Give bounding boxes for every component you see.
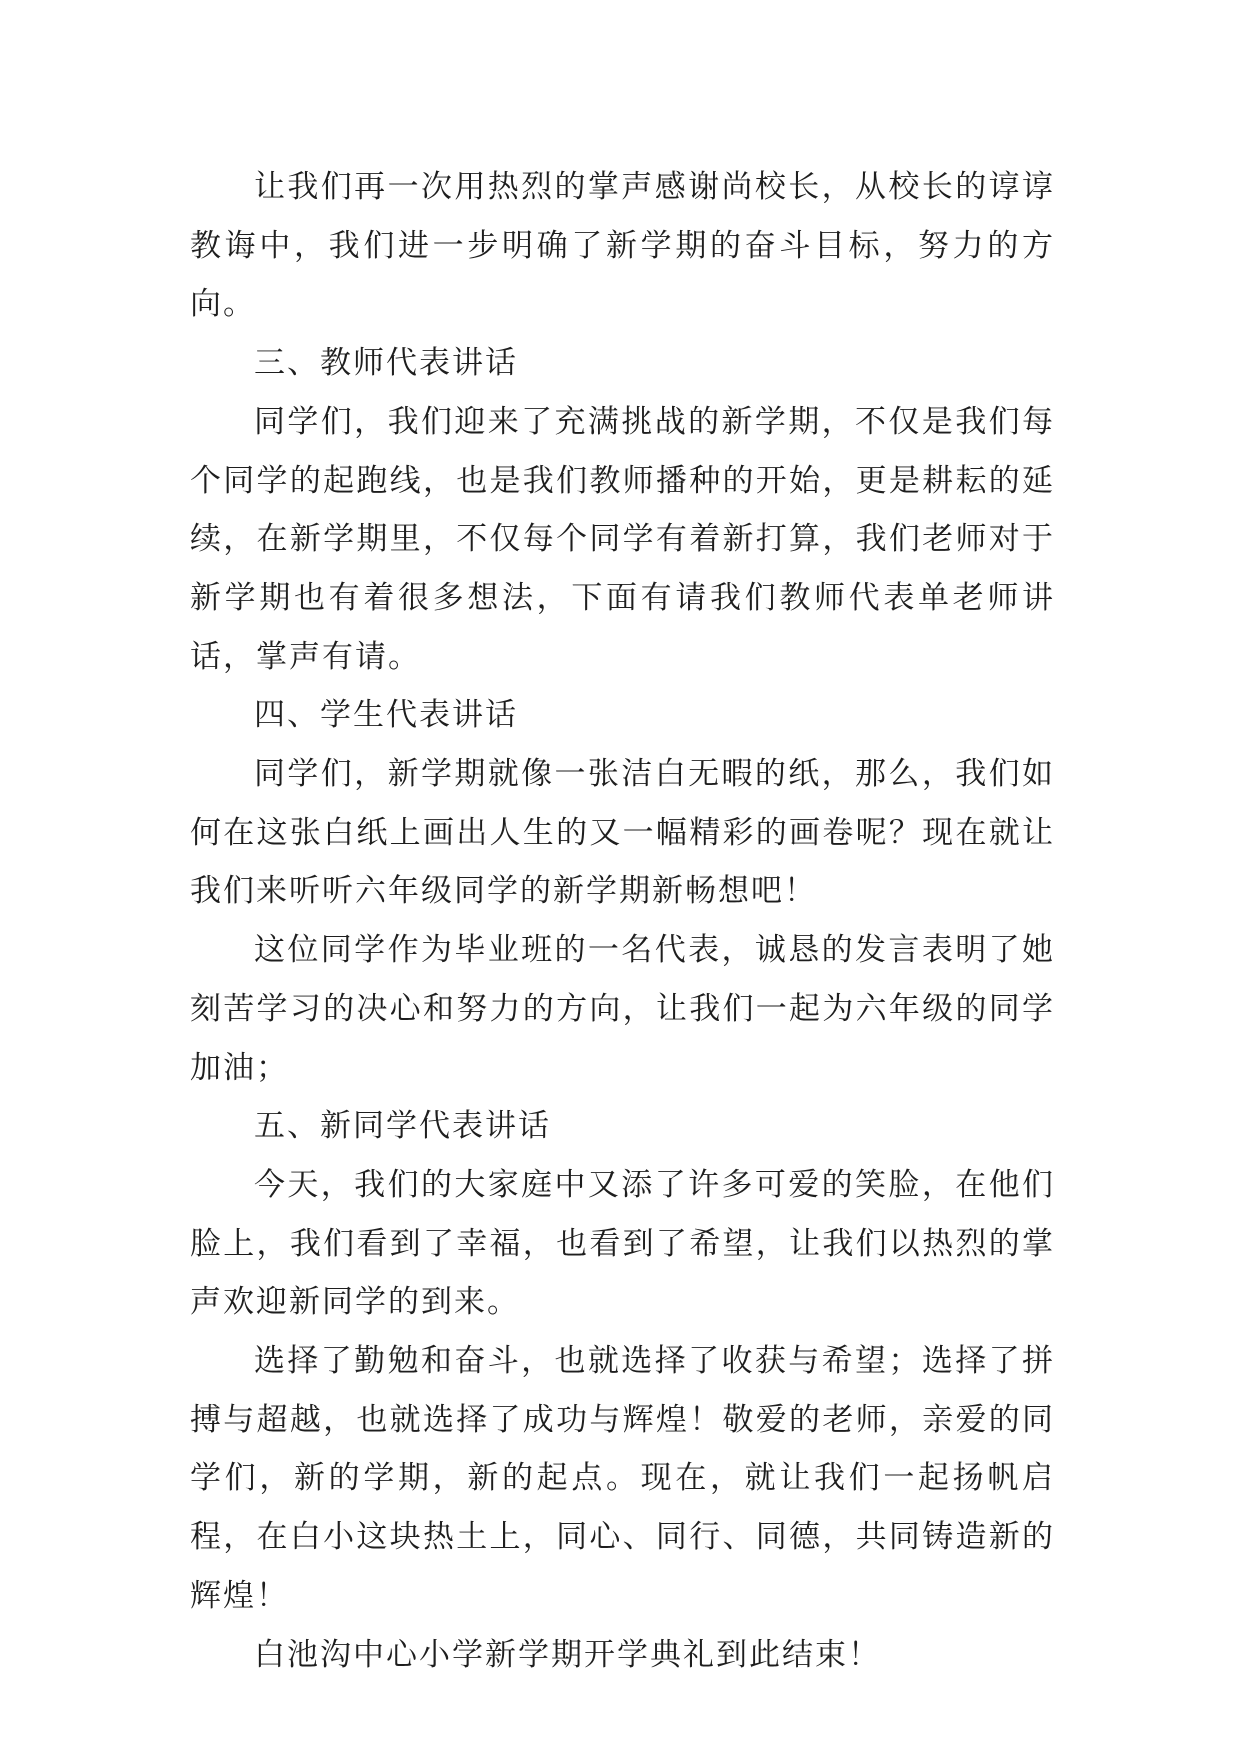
paragraph-thanks-principal: 让我们再一次用热烈的掌声感谢尚校长，从校长的谆谆教诲中，我们进一步明确了新学期的奋斗目标，努力的方向。: [190, 169, 1055, 323]
paragraph-student-closing: 这位同学作为毕业班的一名代表，诚恳的发言表明了她刻苦学习的决心和努力的方向，让我们一起为六年级的同学加油；: [190, 932, 1055, 1086]
section-heading-new-student-speech: 五、新同学代表讲话: [254, 1108, 551, 1145]
paragraph-new-students-welcome: 今天，我们的大家庭中又添了许多可爱的笑脸，在他们脸上，我们看到了幸福，也看到了希望，让我们以热烈的掌声欢迎新同学的到来。: [190, 1166, 1055, 1321]
section-heading-student-speech: 四、学生代表讲话: [254, 697, 518, 734]
paragraph-ceremony-end: 白池沟中心小学新学期开学典礼到此结束！: [254, 1636, 881, 1673]
section-heading-teacher-speech: 三、教师代表讲话: [254, 345, 518, 382]
paragraph-teacher-intro: 同学们，我们迎来了充满挑战的新学期，不仅是我们每个同学的起跑线，也是我们教师播种的开始，更是耕耘的延续，在新学期里，不仅每个同学有着新打算，我们老师对于新学期也有着很多想法，下面有请我们教师代表单老师讲话，掌声有请。: [190, 403, 1055, 675]
paragraph-closing-remarks: 选择了勤勉和奋斗，也就选择了收获与希望；选择了拼搏与超越，也就选择了成功与辉煌！敬爱的老师，亲爱的同学们，新的学期，新的起点。现在，就让我们一起扬帆启程，在白小这块热土上，同心、同行、同德，共同铸造新的辉煌！: [190, 1343, 1055, 1614]
paragraph-student-intro: 同学们，新学期就像一张洁白无暇的纸，那么，我们如何在这张白纸上画出人生的又一幅精彩的画卷呢？现在就让我们来听听六年级同学的新学期新畅想吧！: [190, 756, 1055, 910]
document-body: [190, 158, 1055, 1684]
